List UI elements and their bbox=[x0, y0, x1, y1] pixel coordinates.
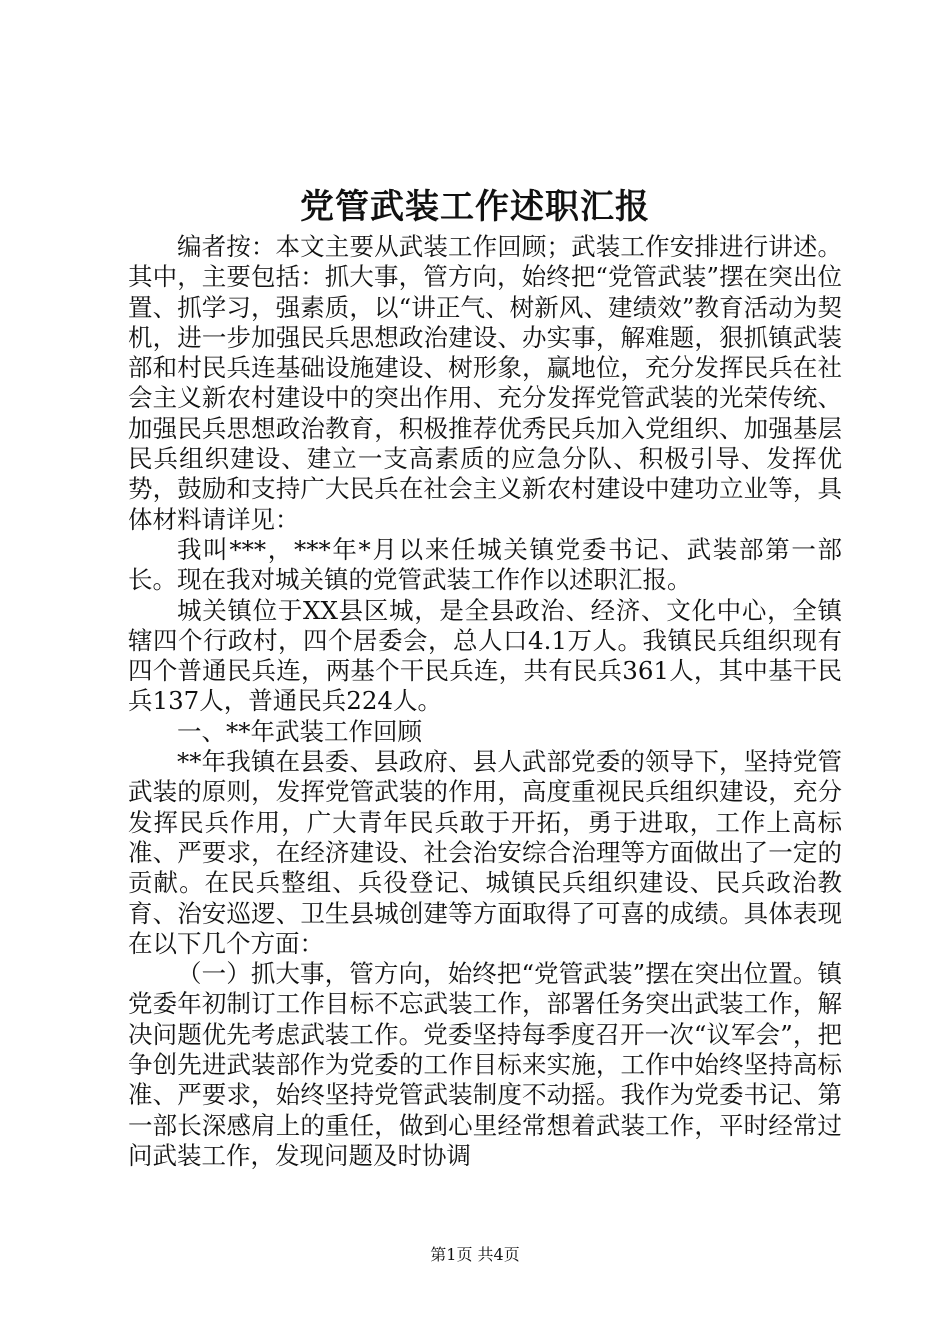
paragraph-town-overview: 城关镇位于XX县区城，是全县政治、经济、文化中心，全镇辖四个行政村，四个居委会，总人口4.1万人。我镇民兵组织现有四个普通民兵连，两基个干民兵连，共有民兵361人，其中基干民兵137人，普通民兵224人。 bbox=[128, 595, 842, 716]
paragraph-editor-note: 编者按：本文主要从武装工作回顾；武装工作安排进行讲述。其中，主要包括：抓大事，管方向，始终把“党管武装”摆在突出位置、抓学习，强素质，以“讲正气、树新风、建绩效”教育活动为契机，进一步加强民兵思想政治建设、办实事，解难题，狠抓镇武装部和村民兵连基础设施建设、树形象，赢地位，充分发挥民兵在社会主义新农村建设中的突出作用、充分发挥党管武装的光荣传统、加强民兵思想政治教育，积极推荐优秀民兵加入党组织、加强基层民兵组织建设、建立一支高素质的应急分队、积极引导、发挥优势，鼓励和支持广大民兵在社会主义新农村建设中建功立业等，具体材料请详见： bbox=[128, 232, 842, 534]
paragraph-point-one: （一）抓大事，管方向，始终把“党管武装”摆在突出位置。镇党委年初制订工作目标不忘武装工作，部署任务突出武装工作，解决问题优先考虑武装工作。党委坚持每季度召开一次“议军会”，把争创先进武装部作为党委的工作目标来实施，工作中始终坚持高标准、严要求，始终坚持党管武装制度不动摇。我作为党委书记、第一部长深感肩上的重任，做到心里经常想着武装工作，平时经常过问武装工作，发现问题及时协调 bbox=[128, 959, 842, 1170]
document-body bbox=[128, 232, 842, 1171]
paragraph-introduction: 我叫***，***年*月以来任城关镇党委书记、武装部第一部长。现在我对城关镇的党管武装工作作以述职汇报。 bbox=[128, 534, 842, 595]
paragraph-review-summary: **年我镇在县委、县政府、县人武部党委的领导下，坚持党管武装的原则，发挥党管武装的作用，高度重视民兵组织建设，充分发挥民兵作用，广大青年民兵敢于开拓，勇于进取，工作上高标准、严要求，在经济建设、社会治安综合治理等方面做出了一定的贡献。在民兵整组、兵役登记、城镇民兵组织建设、民兵政治教育、治安巡逻、卫生县城创建等方面取得了可喜的成绩。具体表现在以下几个方面： bbox=[128, 747, 842, 958]
document-title: 党管武装工作述职汇报 bbox=[300, 187, 650, 227]
page-footer: 第1页 共4页 bbox=[430, 1245, 520, 1264]
section-heading-review: 一、**年武装工作回顾 bbox=[177, 716, 422, 746]
